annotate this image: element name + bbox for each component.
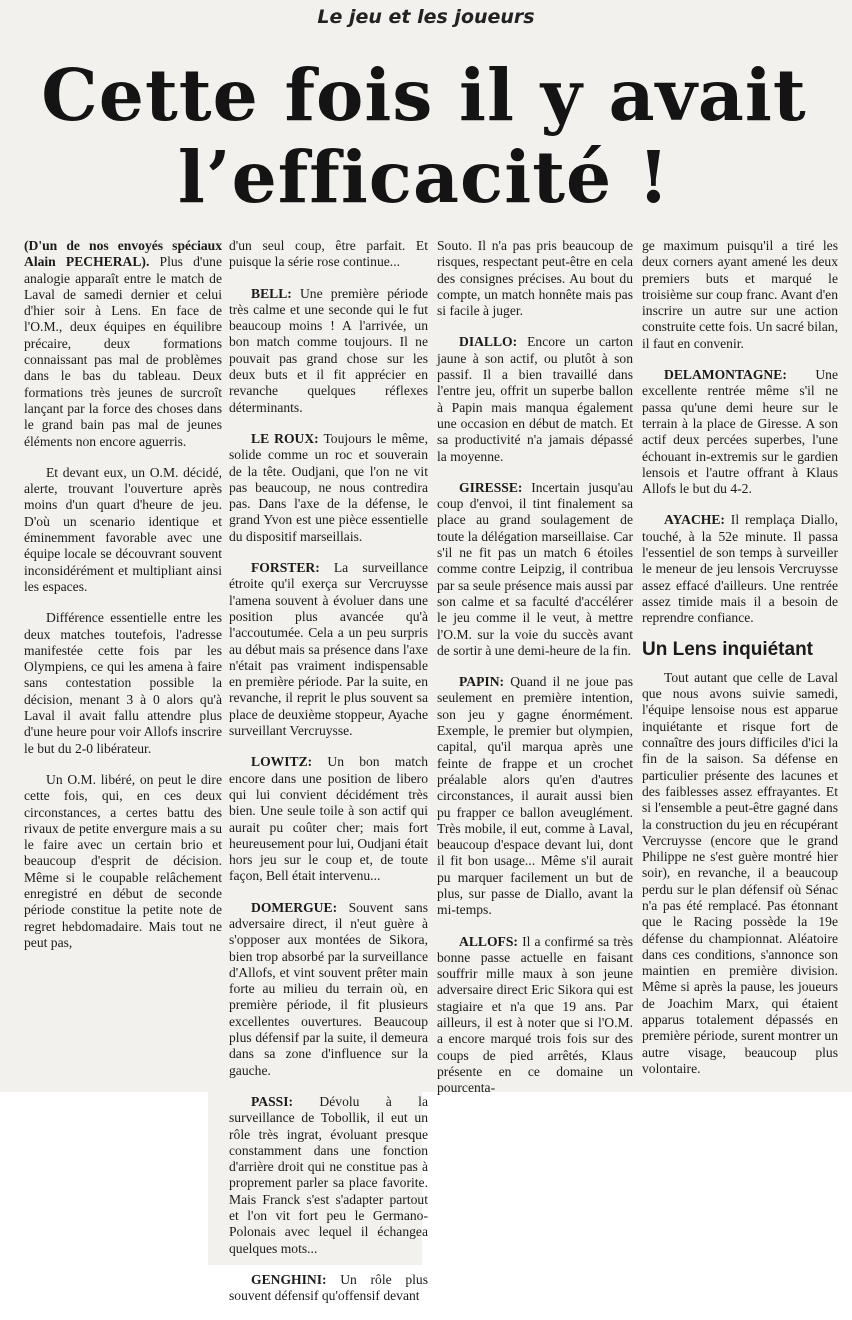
player-note <box>437 674 633 918</box>
player-note <box>642 512 838 626</box>
player-name: LE ROUX: <box>251 430 319 446</box>
player-name: BELL: <box>251 285 292 301</box>
article-column-3 <box>437 238 633 1112</box>
headline-line-1: Cette fois il y avait <box>41 53 807 137</box>
player-note <box>229 1094 428 1257</box>
player-name: FORSTER: <box>251 560 320 576</box>
player-name: DELAMONTAGNE: <box>664 367 787 383</box>
paragraph: Tout autant que celle de Laval que nous avons suivie samedi, l'équipe lensoise nous est apparue inquiétante et risque fort de connaître des jours difficiles d'ici la fin de la saison. Sa défense en particulier présente des lacunes et des faiblesses assez effrayantes. Et si l'ensemble a peut-être gagné dans la construction du jeu en récupérant Vercruysse (encore que le grand Philippe ne s'est guère montré hier soir), en revanche, il a beaucoup perdu sur le plan défensif où Sénac n'a pas été remplacé. Pas étonnant que le Racing possède la 19e défense du championnat. Aléatoire dans ces conditions, s'annonce son maintien en première division. Même si après la pause, les joueurs de Joachim Marx, qui étaient apparus totalement dépassés en première période, surent montrer un autre visage, beaucoup plus volontaire. <box>642 669 838 1076</box>
player-text: Une première période très calme et une seconde qui le fut beaucoup moins ! A l'arrivée, un bon match comme toujours. Il ne pouvait pas grand chose sur les deux buts et il fit apprécier en revanche quelques réflexes déterminants. <box>229 285 428 415</box>
article-column-2 <box>229 238 428 1320</box>
player-text: Il a confirmé sa très bonne passe actuelle en faisant souffrir mille maux à son jeune adversaire direct Eric Sikora qui est stagiaire et n'a que 19 ans. Par ailleurs, il est à noter que si l'O.M. a encore marqué trois fois sur des coups de pied arrêtés, Klaus présente en ce domaine un pourcenta- <box>437 933 633 1096</box>
player-name: GIRESSE: <box>459 479 523 495</box>
player-note <box>229 431 428 545</box>
player-text: Une excellente rentrée même s'il ne passa qu'une demi heure sur le terrain à la place de Giresse. A son actif deux percées superbes, l'une échouant in-extremis sur le gardien lensois et l'autre offrant à Klaus Allofs le but du 4-2. <box>642 367 838 497</box>
player-note <box>437 480 633 659</box>
player-text: Un rôle plus souvent défensif qu'offensif devant <box>229 1271 428 1304</box>
player-name: PASSI: <box>251 1093 294 1109</box>
player-name: LOWITZ: <box>251 754 313 770</box>
player-note <box>229 286 428 416</box>
player-text: Encore un carton jaune à son actif, ou plutôt à son passif. Il a bien travaillé dans l'entre jeu, offrit un superbe ballon à Papin mais manqua également une occasion en début de match. Et sa productivité n'a jamais dépassé la moyenne. <box>437 334 633 464</box>
article-column-4 <box>642 238 838 1092</box>
player-text: Il remplaça Diallo, touché, à la 52e minute. Il passa l'essentiel de son temps à surveiller le meneur de jeu lensois Vercruysse assez effacé d'ailleurs. Une rentrée assez timide mais il a besoin de reprendre confiance. <box>642 512 838 626</box>
player-note <box>437 334 633 464</box>
paragraph <box>24 238 222 450</box>
paragraph: ge maximum puisqu'il a tiré les deux corners ayant amené les deux premiers buts et marqué le troisième sur coup franc. Avant d'en inscrire un autre sur une action construite cette fois. Un sacré bilan, il faut en convenir. <box>642 238 838 351</box>
player-note <box>437 934 633 1097</box>
player-name: AYACHE: <box>664 512 725 528</box>
player-text: Incertain jusqu'au coup d'envoi, il tint finalement sa place au grand soulagement de toute la délégation marseillaise. Car s'il ne fit pas un match 6 étoiles comme contre Leipzig, il contribua par sa seule présence mais aussi par son calme et sa faculté d'accélérer le jeu comme il le veut, à mettre l'O.M. sur la voie du succès avant de sortir à une demi-heure de la fin. <box>437 479 633 658</box>
player-text: Toujours le même, solide comme un roc et souverain de la tête. Oudjani, que l'on ne vit pas beaucoup, ne nous contredira pas. Dans l'axe de la défense, le grand Yvon est une pièce essentielle du dispositif marseillais. <box>229 430 428 544</box>
paragraph: Un O.M. libéré, on peut le dire cette fois, qui, en ces deux circonstances, a certes battu des rivaux de petite envergure mais a su le faire avec un certain brio et beaucoup d'esprit de décision. Même si le coupable relâchement enregistré en début de seconde période constitue la petite note de regret hebdomadaire. Mais tout ne peut pas, <box>24 771 222 950</box>
player-text: La surveillance étroite qu'il exerça sur Vercruysse l'amena souvent à évoluer dans une position plus avancée qu'à l'accoutumée. Cela a un peu surpris au début mais sa présence dans l'axe n'était pas vraiment indispensable en première période. Par la suite, en revanche, il reprit le plus souvent sa place de deuxième stoppeur, Ayache surveillant Vercruysse. <box>229 560 428 739</box>
subheading: Un Lens inquiétant <box>642 638 813 660</box>
article-column-1 <box>24 238 222 966</box>
player-text: Quand il ne joue pas seulement en première intention, son jeu y gagne énormément. Exemple, le premier but olympien, capital, qu'il marqua après une feinte de frappe et un crochet préalable alors qu'en d'autres circonstances, il aurait aussi bien pu frapper ce ballon aveuglément. Très mobile, il eut, comme à Laval, beaucoup d'espace devant lui, dont il fit bon usage... Même s'il aurait pu marquer facilement un but de plus, sur passe de Diallo, avant la mi-temps. <box>437 674 633 918</box>
player-name: DOMERGUE: <box>251 899 338 915</box>
player-name: GENGHINI: <box>251 1271 327 1287</box>
paragraph: Et devant eux, un O.M. décidé, alerte, trouvant l'ouverture après moins d'un quart d'heure de jeu. D'où un scenario identique et éminemment favorable avec une équipe locale se découvrant souvent inconsidérément et multipliant ainsi les espaces. <box>24 464 222 594</box>
player-note <box>229 900 428 1079</box>
player-note <box>642 367 838 497</box>
player-name: PAPIN: <box>459 674 505 690</box>
paragraph-text: Plus d'une analogie apparaît entre le match de Laval de samedi dernier et celui d'hier soir à Lens. En face de l'O.M., deux équipes en équilibre précaire, deux formations connaissant pas mal de problèmes dans le bas du tableau. Deux formations très jeunes de surcroît lançant par la force des choses dans le grand bain pas mal de jeunes éléments non encore aguerris. <box>24 254 222 449</box>
section-header: Le jeu et les joueurs <box>317 6 535 28</box>
player-name: DIALLO: <box>459 334 518 350</box>
paragraph: Souto. Il n'a pas pris beaucoup de risques, respectant peut-être en cela des consignes précises. Au bout du compte, un match honnête mais pas si facile à juger. <box>437 238 633 319</box>
headline-line-2: l’efficacité ! <box>177 135 671 219</box>
player-text: Souvent sans adversaire direct, il n'eut guère à s'opposer aux montées de Sikora, bien trop absorbé par la surveillance d'Allofs, et vint souvent prêter main forte au milieu du terrain où, en première période, il fit plusieurs excellentes ouvertures. Beaucoup plus défensif par la suite, il demeura dans sa zone d'influence sur la gauche. <box>229 899 428 1078</box>
player-note <box>229 1272 428 1305</box>
player-note <box>229 754 428 884</box>
player-name: ALLOFS: <box>459 933 518 949</box>
byline: (D'un de nos envoyés spéciaux Alain PECHERAL). <box>24 238 222 270</box>
paragraph: d'un seul coup, être parfait. Et puisque la série rose continue... <box>229 238 428 270</box>
player-note <box>229 560 428 739</box>
player-text: Dévolu à la surveillance de Tobollik, il eut un rôle très ingrat, évoluant presque constamment dans une fonction d'arrière droit qui ne constitue pas à proprement parler sa place favorite. Mais Franck s'est s'adapter partout et l'on vit fort peu le Germano-Polonais avec lequel il échangea quelques mots... <box>229 1093 428 1256</box>
player-text: Un bon match encore dans une position de libero qui lui convient décidément très bien. Une seule toile à son actif qui aurait pu coûter cher; mais fort heureusement pour lui, Oudjani était hors jeu sur le coup et, de toute façon, Bell était intervenu... <box>229 754 428 884</box>
paragraph: Différence essentielle entre les deux matches toutefois, l'adresse manifestée cette fois par les Olympiens, ce qui les amena à faire sans contestation possible la décision, menant 3 à 0 alors qu'à Laval il avait fallu attendre plus d'une heure pour voir Allofs inscrire le but du 2-0 libérateur. <box>24 610 222 756</box>
